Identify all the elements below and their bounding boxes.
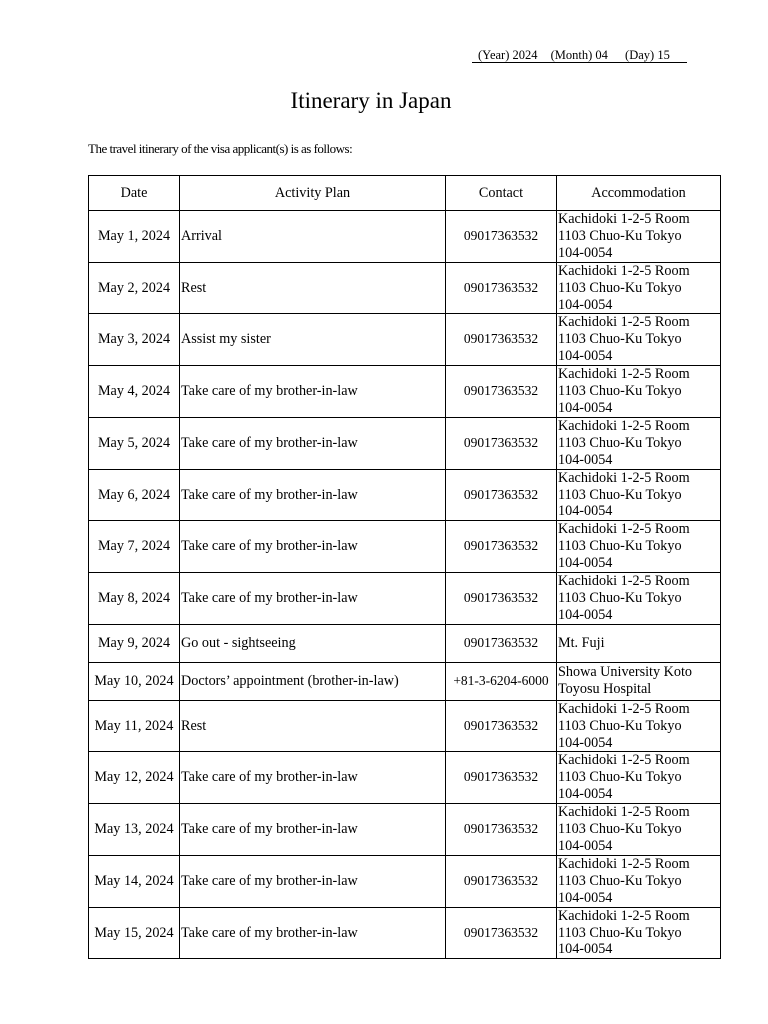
accommodation-line: 104-0054 (558, 503, 613, 520)
activity-cell: Arrival (180, 211, 446, 263)
accommodation-cell (557, 262, 721, 314)
accommodation-line: 104-0054 (558, 555, 613, 572)
column-header-accommodation: Accommodation (557, 176, 721, 211)
table-row (89, 469, 721, 521)
date-cell: May 10, 2024 (89, 662, 180, 700)
date-cell: May 12, 2024 (89, 752, 180, 804)
accommodation-line: Showa University Koto (558, 664, 692, 681)
page-title: Itinerary in Japan (290, 88, 452, 113)
activity-cell: Take care of my brother-in-law (180, 573, 446, 625)
accommodation-line: 1103 Chuo-Ku Tokyo (558, 872, 682, 889)
contact-cell: 09017363532 (446, 752, 557, 804)
activity-cell: Take care of my brother-in-law (180, 804, 446, 856)
accommodation-line: 1103 Chuo-Ku Tokyo (558, 589, 682, 606)
accommodation-cell (557, 752, 721, 804)
contact-cell: 09017363532 (446, 573, 557, 625)
activity-cell: Take care of my brother-in-law (180, 366, 446, 418)
accommodation-line: Kachidoki 1-2-5 Room (558, 366, 690, 383)
accommodation-line: 104-0054 (558, 941, 613, 958)
table-row (89, 314, 721, 366)
activity-cell: Rest (180, 700, 446, 752)
activity-cell: Take care of my brother-in-law (180, 469, 446, 521)
date-month: (Month) 04 (550, 48, 608, 62)
activity-cell: Assist my sister (180, 314, 446, 366)
contact-cell: 09017363532 (446, 469, 557, 521)
accommodation-cell (557, 469, 721, 521)
table-row (89, 211, 721, 263)
table-header-row (89, 176, 721, 211)
date-cell: May 14, 2024 (89, 855, 180, 907)
date-cell: May 1, 2024 (89, 211, 180, 263)
table-row (89, 624, 721, 662)
activity-cell: Take care of my brother-in-law (180, 907, 446, 959)
intro-text: The travel itinerary of the visa applicant(s) is as follows: (88, 141, 353, 156)
column-header-activity: Activity Plan (180, 176, 446, 211)
activity-cell: Take care of my brother-in-law (180, 417, 446, 469)
accommodation-line: 1103 Chuo-Ku Tokyo (558, 717, 682, 734)
accommodation-line: 1103 Chuo-Ku Tokyo (558, 227, 682, 244)
accommodation-cell (557, 855, 721, 907)
table-row (89, 804, 721, 856)
column-header-date: Date (89, 176, 180, 211)
activity-cell: Go out - sightseeing (180, 624, 446, 662)
column-header-contact: Contact (446, 176, 557, 211)
accommodation-cell (557, 573, 721, 625)
accommodation-line: 1103 Chuo-Ku Tokyo (558, 331, 682, 348)
accommodation-cell (557, 417, 721, 469)
activity-cell: Doctors’ appointment (brother-in-law) (180, 662, 446, 700)
contact-cell: +81-3-6204-6000 (446, 662, 557, 700)
accommodation-line: 1103 Chuo-Ku Tokyo (558, 279, 682, 296)
accommodation-line: 1103 Chuo-Ku Tokyo (558, 538, 682, 555)
date-cell: May 8, 2024 (89, 573, 180, 625)
accommodation-line: Mt. Fuji (558, 634, 605, 651)
accommodation-line: 1103 Chuo-Ku Tokyo (558, 924, 682, 941)
table-row (89, 573, 721, 625)
document-date (472, 48, 687, 63)
itinerary-table (88, 175, 721, 959)
accommodation-cell (557, 907, 721, 959)
table-row (89, 907, 721, 959)
table-row (89, 521, 721, 573)
itinerary-table-body (89, 211, 721, 959)
accommodation-cell (557, 804, 721, 856)
accommodation-line: 104-0054 (558, 451, 613, 468)
accommodation-cell (557, 314, 721, 366)
accommodation-cell (557, 700, 721, 752)
activity-cell: Take care of my brother-in-law (180, 855, 446, 907)
contact-cell: 09017363532 (446, 700, 557, 752)
accommodation-cell (557, 624, 721, 662)
date-cell: May 13, 2024 (89, 804, 180, 856)
date-cell: May 11, 2024 (89, 700, 180, 752)
accommodation-line: 104-0054 (558, 348, 613, 365)
date-cell: May 4, 2024 (89, 366, 180, 418)
activity-cell: Take care of my brother-in-law (180, 752, 446, 804)
contact-cell: 09017363532 (446, 855, 557, 907)
contact-cell: 09017363532 (446, 211, 557, 263)
accommodation-cell (557, 662, 721, 700)
contact-cell: 09017363532 (446, 366, 557, 418)
contact-cell: 09017363532 (446, 314, 557, 366)
accommodation-line: Kachidoki 1-2-5 Room (558, 804, 690, 821)
table-row (89, 855, 721, 907)
accommodation-line: Kachidoki 1-2-5 Room (558, 314, 690, 331)
date-cell: May 7, 2024 (89, 521, 180, 573)
accommodation-line: Toyosu Hospital (558, 681, 652, 698)
accommodation-line: Kachidoki 1-2-5 Room (558, 573, 690, 590)
table-row (89, 366, 721, 418)
table-row (89, 417, 721, 469)
table-row (89, 662, 721, 700)
contact-cell: 09017363532 (446, 417, 557, 469)
accommodation-line: 104-0054 (558, 889, 613, 906)
accommodation-cell (557, 366, 721, 418)
accommodation-cell (557, 211, 721, 263)
accommodation-line: 104-0054 (558, 244, 613, 261)
table-row (89, 262, 721, 314)
accommodation-line: 104-0054 (558, 296, 613, 313)
accommodation-line: Kachidoki 1-2-5 Room (558, 907, 690, 924)
accommodation-line: 1103 Chuo-Ku Tokyo (558, 383, 682, 400)
date-cell: May 6, 2024 (89, 469, 180, 521)
accommodation-line: Kachidoki 1-2-5 Room (558, 211, 690, 227)
contact-cell: 09017363532 (446, 804, 557, 856)
accommodation-line: Kachidoki 1-2-5 Room (558, 752, 690, 769)
contact-cell: 09017363532 (446, 624, 557, 662)
contact-cell: 09017363532 (446, 521, 557, 573)
accommodation-line: Kachidoki 1-2-5 Room (558, 700, 690, 717)
date-cell: May 9, 2024 (89, 624, 180, 662)
accommodation-line: Kachidoki 1-2-5 Room (558, 262, 690, 279)
activity-cell: Take care of my brother-in-law (180, 521, 446, 573)
accommodation-line: 104-0054 (558, 606, 613, 623)
accommodation-line: 1103 Chuo-Ku Tokyo (558, 434, 682, 451)
activity-cell: Rest (180, 262, 446, 314)
date-year: (Year) 2024 (478, 48, 538, 62)
date-cell: May 5, 2024 (89, 417, 180, 469)
accommodation-line: Kachidoki 1-2-5 Room (558, 469, 690, 486)
accommodation-line: 104-0054 (558, 399, 613, 416)
accommodation-line: Kachidoki 1-2-5 Room (558, 855, 690, 872)
table-row (89, 752, 721, 804)
accommodation-line: 104-0054 (558, 734, 613, 751)
date-day: (Day) 15 (625, 48, 670, 62)
accommodation-line: 104-0054 (558, 786, 613, 803)
date-cell: May 15, 2024 (89, 907, 180, 959)
accommodation-line: 1103 Chuo-Ku Tokyo (558, 821, 682, 838)
contact-cell: 09017363532 (446, 907, 557, 959)
accommodation-cell (557, 521, 721, 573)
accommodation-line: 104-0054 (558, 838, 613, 854)
date-cell: May 3, 2024 (89, 314, 180, 366)
accommodation-line: Kachidoki 1-2-5 Room (558, 417, 690, 434)
table-row (89, 700, 721, 752)
date-cell: May 2, 2024 (89, 262, 180, 314)
accommodation-line: 1103 Chuo-Ku Tokyo (558, 486, 682, 503)
accommodation-line: 1103 Chuo-Ku Tokyo (558, 769, 682, 786)
accommodation-line: Kachidoki 1-2-5 Room (558, 521, 690, 538)
contact-cell: 09017363532 (446, 262, 557, 314)
